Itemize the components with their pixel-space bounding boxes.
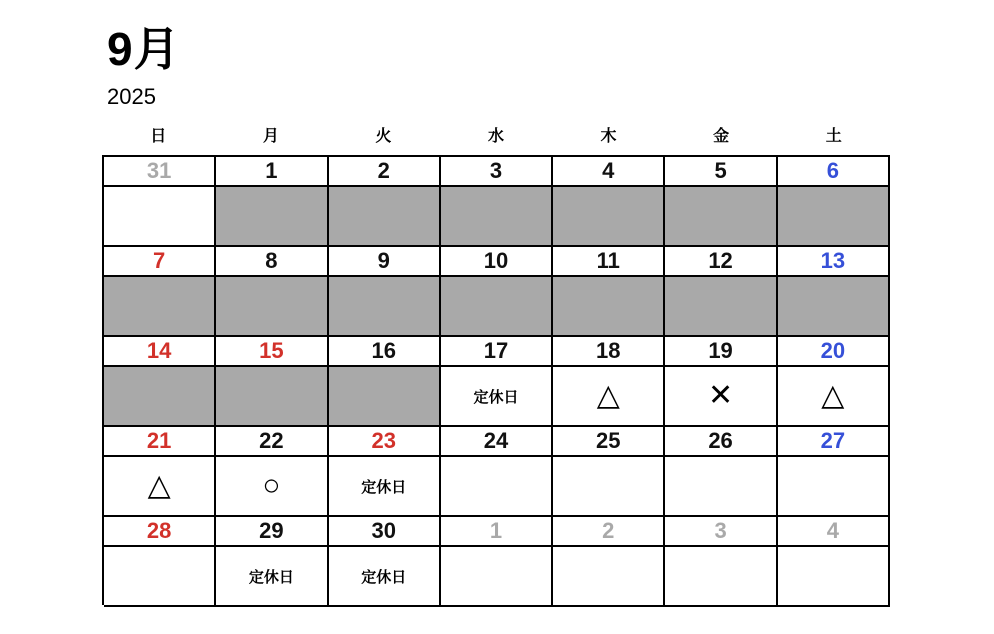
status-slot[interactable] (441, 547, 553, 607)
weekday-tue: 火 (375, 128, 392, 145)
status-slot[interactable] (441, 367, 553, 427)
date-cell[interactable] (216, 247, 328, 277)
closed-slot[interactable] (216, 187, 328, 247)
status-slot[interactable] (441, 457, 553, 517)
closed-day-label: 定休日 (361, 568, 407, 586)
date-cell[interactable] (441, 517, 553, 547)
date-number: 23 (371, 428, 396, 453)
status-slot[interactable] (665, 457, 777, 517)
year-label: 2025 (107, 84, 156, 109)
date-number: 8 (265, 248, 278, 273)
date-number: 2 (377, 158, 390, 183)
date-cell[interactable] (216, 427, 328, 457)
closed-day-label: 定休日 (248, 568, 294, 586)
date-cell[interactable] (778, 517, 890, 547)
date-cell[interactable] (216, 157, 328, 187)
date-cell[interactable] (216, 337, 328, 367)
closed-slot[interactable] (441, 277, 553, 337)
closed-slot[interactable] (665, 277, 777, 337)
closed-slot[interactable] (329, 367, 441, 427)
status-slot[interactable] (104, 547, 216, 607)
date-cell[interactable] (778, 427, 890, 457)
weekday-header (102, 124, 890, 150)
date-cell[interactable] (778, 247, 890, 277)
date-cell[interactable] (329, 157, 441, 187)
status-slot[interactable] (778, 457, 890, 517)
closed-slot[interactable] (553, 187, 665, 247)
date-cell[interactable] (329, 517, 441, 547)
closed-day-label: 定休日 (473, 388, 519, 406)
date-cell[interactable] (778, 337, 890, 367)
status-slot[interactable] (778, 547, 890, 607)
date-cell[interactable] (665, 247, 777, 277)
calendar-grid (102, 155, 890, 605)
closed-slot[interactable] (104, 277, 216, 337)
date-number: 31 (146, 158, 172, 183)
date-cell[interactable] (104, 517, 216, 547)
date-cell[interactable] (441, 337, 553, 367)
closed-slot[interactable] (329, 187, 441, 247)
date-cell[interactable] (553, 427, 665, 457)
date-cell[interactable] (104, 427, 216, 457)
date-number: 11 (596, 248, 620, 273)
date-cell[interactable] (441, 157, 553, 187)
date-number: 24 (483, 428, 509, 453)
circle-icon: ○ (262, 469, 281, 502)
date-number: 3 (489, 158, 503, 183)
date-cell[interactable] (441, 247, 553, 277)
date-cell[interactable] (553, 517, 665, 547)
closed-slot[interactable] (329, 277, 441, 337)
status-slot[interactable] (553, 457, 665, 517)
date-number: 25 (596, 428, 621, 453)
date-cell[interactable] (665, 337, 777, 367)
date-number: 30 (371, 518, 396, 543)
weekday-wed: 水 (487, 128, 504, 145)
closed-slot[interactable] (665, 187, 777, 247)
weekday-mon: 月 (262, 128, 279, 145)
date-cell[interactable] (329, 247, 441, 277)
date-cell[interactable] (104, 247, 216, 277)
closed-slot[interactable] (104, 367, 216, 427)
date-cell[interactable] (553, 337, 665, 367)
date-cell[interactable] (441, 427, 553, 457)
status-slot[interactable] (216, 457, 328, 517)
closed-day-label: 定休日 (361, 478, 407, 496)
date-number: 1 (265, 158, 278, 183)
date-number: 17 (483, 338, 509, 363)
date-number: 3 (714, 518, 727, 543)
status-slot[interactable] (329, 547, 441, 607)
triangle-icon: △ (821, 379, 845, 412)
date-number: 9 (377, 248, 390, 273)
status-slot[interactable] (553, 367, 665, 427)
date-number: 19 (708, 338, 733, 363)
date-cell[interactable] (553, 247, 665, 277)
date-number: 2 (602, 518, 615, 543)
date-cell[interactable] (665, 427, 777, 457)
status-slot[interactable] (665, 367, 777, 427)
weekday-sun: 日 (150, 128, 167, 145)
closed-slot[interactable] (441, 187, 553, 247)
triangle-icon: △ (147, 469, 171, 502)
date-number: 1 (489, 518, 503, 543)
status-slot[interactable] (665, 547, 777, 607)
date-number: 6 (826, 158, 839, 183)
date-number: 20 (820, 338, 846, 363)
status-slot[interactable] (553, 547, 665, 607)
closed-slot[interactable] (553, 277, 665, 337)
date-number: 4 (826, 518, 839, 543)
date-number: 29 (259, 518, 284, 543)
date-cell[interactable] (665, 157, 777, 187)
cross-icon: ✕ (707, 379, 734, 412)
date-number: 12 (708, 248, 733, 273)
date-number: 28 (146, 518, 172, 543)
weekday-sat: 土 (825, 128, 842, 145)
date-number: 4 (602, 158, 615, 183)
date-cell[interactable] (553, 157, 665, 187)
date-number: 22 (259, 428, 284, 453)
date-number: 13 (820, 248, 846, 273)
closed-slot[interactable] (778, 187, 890, 247)
date-number: 14 (146, 338, 172, 363)
triangle-icon: △ (596, 379, 620, 412)
date-number: 16 (371, 338, 396, 363)
status-slot[interactable] (104, 187, 216, 247)
date-number: 26 (708, 428, 733, 453)
closed-slot[interactable] (778, 277, 890, 337)
date-cell[interactable] (329, 427, 441, 457)
date-cell[interactable] (216, 517, 328, 547)
status-slot[interactable] (329, 457, 441, 517)
date-cell[interactable] (778, 157, 890, 187)
date-number: 18 (596, 338, 621, 363)
month-title: 9月 (107, 23, 181, 75)
closed-slot[interactable] (216, 277, 328, 337)
weekday-thu: 木 (600, 128, 617, 145)
date-cell[interactable] (104, 337, 216, 367)
status-slot[interactable] (778, 367, 890, 427)
closed-slot[interactable] (216, 367, 328, 427)
date-cell[interactable] (665, 517, 777, 547)
date-number: 5 (714, 158, 727, 183)
status-slot[interactable] (216, 547, 328, 607)
date-cell[interactable] (329, 337, 441, 367)
weekday-fri: 金 (713, 128, 730, 145)
date-number: 7 (153, 248, 166, 273)
date-number: 27 (820, 428, 846, 453)
date-number: 10 (483, 248, 509, 273)
date-cell[interactable] (104, 157, 216, 187)
date-number: 15 (259, 338, 284, 363)
status-slot[interactable] (104, 457, 216, 517)
date-number: 21 (146, 428, 172, 453)
